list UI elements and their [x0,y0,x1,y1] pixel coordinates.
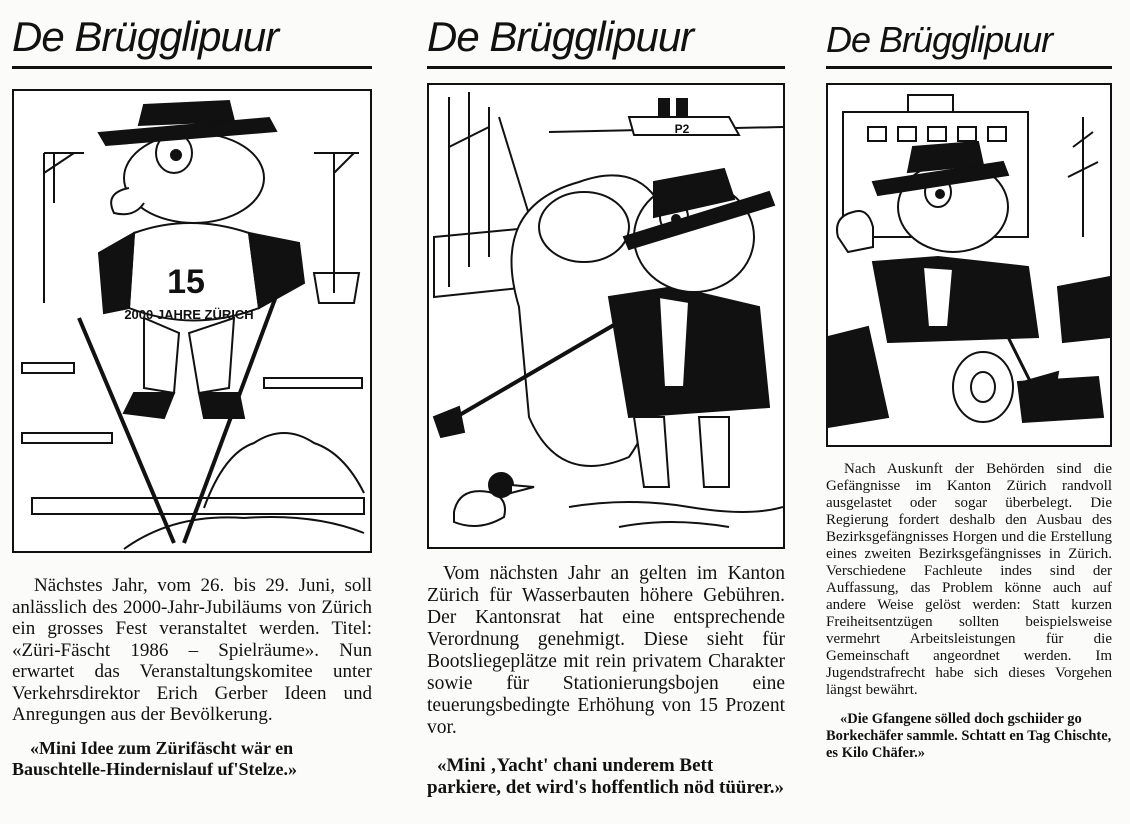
article-quote: «Die Gfangene sölled doch gschiider go Borkechäfer sammle. Schtatt en Tag Chischte, es Kilo Chäfer.» [826,711,1112,761]
tree [1068,117,1098,237]
headline-rule [12,66,372,69]
bucket [314,273,359,303]
stump [953,352,1013,422]
article-body: Nach Auskunft der Behörden sind die Gefängnisse im Kanton Zürich randvoll ausgelastet oder sogar überbelegt. Die Regierung fordert deshalb den Ausbau des Bezirksgefängnisses Horgen und die Erstellung eines zweiten Bezirksgefängnisses in Zürich. Verschiedene Fachleute indes sind der Auffassung, das Problem könne auch auf andere Weise gelöst werden: Statt kurzen Freiheitsentzügen sollten beispielsweise vermehrt Arbeitsleistungen für die Gemeinschaft angeordnet werden. Im Jugendstrafrecht habe sich dieses Vorgehen längst bewährt. [826,461,1112,698]
article-body: Nächstes Jahr, vom 26. bis 29. Juni, soll anlässlich des 2000-Jahr-Jubiläums von Zürich ein grosses Fest veranstaltet werden. Titel: «Züri-Fäscht 1986 – Spielräume». Nun erwartet das Veranstaltungskomitee unter Verkehrsdirektor Erich Gerber Ideen und Anregungen aus der Bevölkerung. [12,575,372,725]
headline-rule [826,66,1112,69]
article-body: Vom nächsten Jahr an gelten im Kanton Zürich für Wasserbauten höhere Gebühren. Der Kantonsrat hat eine entsprechende Verordnung genehmigt. Diese sieht für Bootsliegeplätze mit rein privatem Charakter sowie für Stationierungsbojen eine teuerungsbedingte Erhöhung von 15 Prozent vor. [427,563,785,738]
hat-crown [139,101,234,125]
stilts-cartoon-drawing [14,91,370,551]
column-headline: De Brügglipuur [826,19,1053,60]
cartoon-illustration [12,89,372,553]
column-headline: De Brügglipuur [12,13,279,60]
prison-cartoon-drawing [828,85,1110,445]
cartoon-column-3 [826,0,1112,762]
article-quote: «Mini ‚Yacht' chani underem Bett parkiere, det wird's hoffentlich nöd tüürer.» [427,755,784,798]
column-headline: De Brügglipuur [427,13,694,60]
headline-rule [427,66,785,69]
cartoon-column-2 [427,0,785,799]
cartoon-column-1 [12,0,372,780]
crane-left [44,153,84,303]
boat-label: P2 [674,122,690,136]
bib-number: 15 [167,263,205,301]
cartoon-illustration [427,83,785,549]
article-quote: «Mini Idee zum Zürifäscht wär en Bauschtelle-Hindernislauf uf'Stelze.» [12,737,297,779]
cartoon-illustration [826,83,1112,447]
bib-text: 2000 JAHRE ZÜRICH [124,307,254,322]
dinghy-cartoon-drawing [429,85,783,547]
